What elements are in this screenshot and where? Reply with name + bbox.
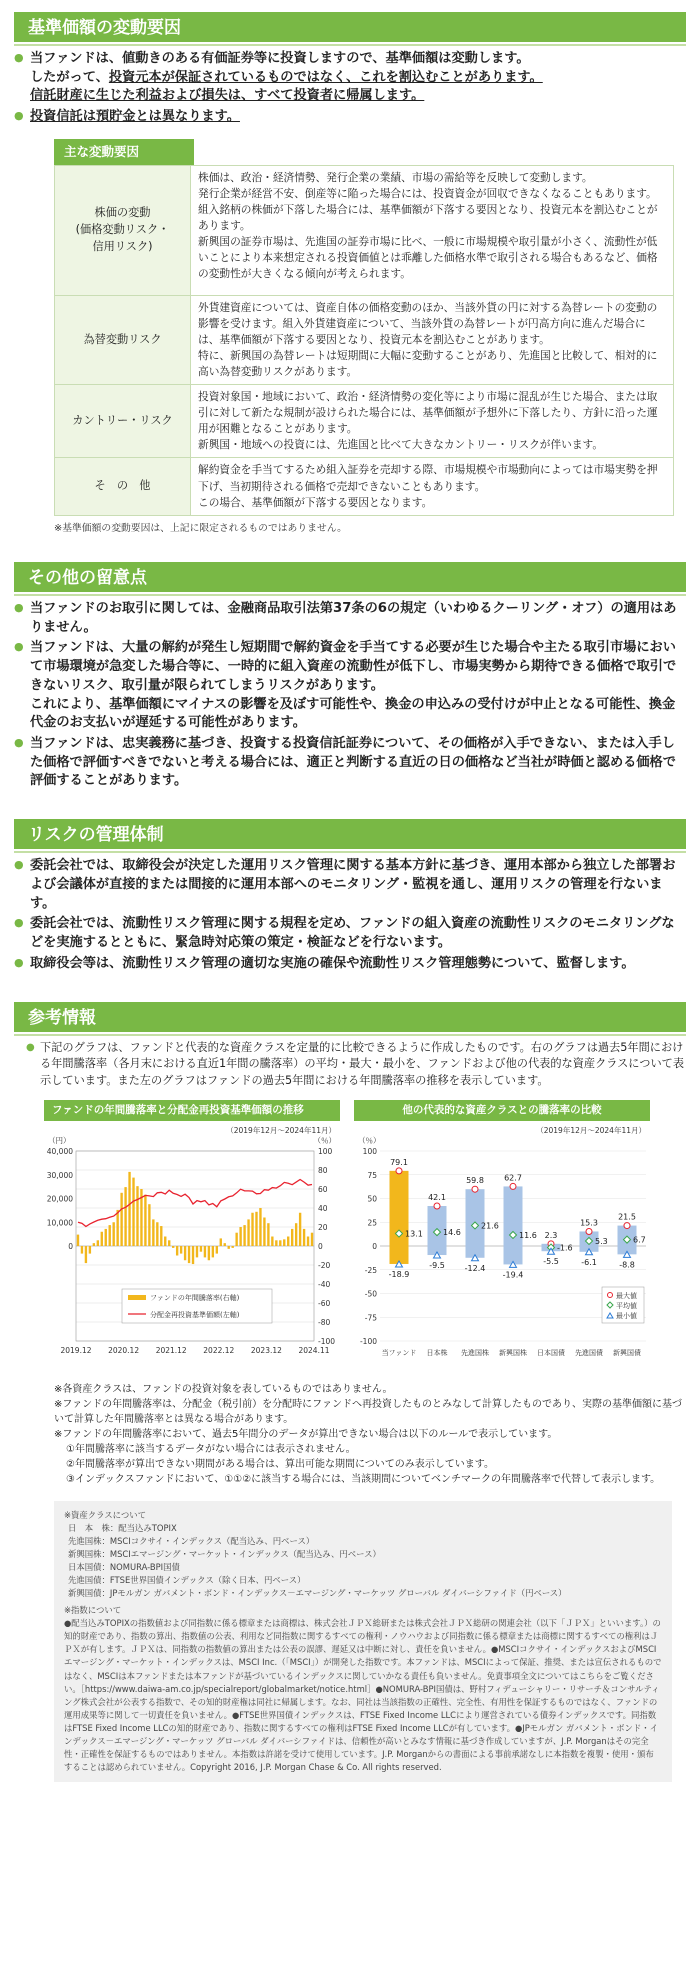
table-row xyxy=(55,166,674,296)
return-bar xyxy=(188,1246,190,1263)
return-bar xyxy=(311,1233,313,1246)
x-category: 新興国債 xyxy=(613,1349,641,1358)
y-right-tick: -80 xyxy=(318,1318,331,1328)
risk-factor-table xyxy=(54,139,674,516)
min-label: -9.5 xyxy=(429,1261,445,1271)
y-tick: 0 xyxy=(372,1242,377,1252)
row-text: 投資対象国・地域において、政治・経済情勢の変化等により市場に混乱が生じた場合、または取引に対して新たな規制が設けられた場合には、基準価額が予想外に下落したり、方針に沿った運用が困難となることがあります。 新興国・地域への投資には、先進国と比べて大きなカントリー・リスクが伴います。 xyxy=(191,385,674,458)
return-bar xyxy=(89,1246,91,1254)
x-tick: 2024.11 xyxy=(298,1346,330,1356)
y-tick: 75 xyxy=(367,1170,377,1180)
legend-label: 最小値 xyxy=(616,1312,637,1321)
row-label: そ の 他 xyxy=(55,458,191,515)
return-bar xyxy=(184,1246,186,1260)
return-bar xyxy=(283,1240,285,1247)
return-bar xyxy=(112,1222,114,1246)
legend-swatch-bar xyxy=(128,1295,146,1300)
x-category: 日本株 xyxy=(426,1349,448,1358)
legend-label: 最大値 xyxy=(616,1292,637,1301)
return-bar xyxy=(204,1246,206,1257)
y-left-tick: 0 xyxy=(68,1242,73,1252)
section-title-other-notes: その他の留意点 xyxy=(14,562,686,592)
return-bar xyxy=(120,1193,122,1246)
avg-label: 14.6 xyxy=(443,1228,461,1238)
return-bar xyxy=(251,1213,253,1246)
return-bar xyxy=(239,1227,241,1246)
return-bar xyxy=(152,1220,154,1247)
asset-compare-chart-svg xyxy=(354,1121,650,1371)
y-right-tick: -60 xyxy=(318,1299,331,1309)
bullet-not-deposit: ● 投資信託は預貯金とは異なります。 xyxy=(14,108,686,127)
min-label: -5.5 xyxy=(543,1257,559,1267)
y-left-tick: 10,000 xyxy=(46,1218,73,1228)
chart-period: （2019年12月～2024年11月） xyxy=(226,1126,336,1136)
y-right-tick: -40 xyxy=(318,1280,331,1290)
bullet-liquidity: ● 当ファンドは、大量の解約が発生し短期間で解約資金を手当てする必要が生じた場合や主たる取引市場において市場環境が急変した場合等に、一時的に組入資産の流動性が低下し、市場実勢から期待できる価格で取引できないリスク、取引量が限られてしまうリスクがあります。 これにより、基準価額にマイナスの影響を及ぼす可能性や、換金の申込みの受付けが中止となる可能性、換金代金のお支払いが遅延する可能性があります。 xyxy=(14,639,686,733)
return-bar xyxy=(255,1212,257,1246)
return-bar xyxy=(208,1246,210,1260)
x-category: 当ファンド xyxy=(381,1349,417,1358)
return-bar xyxy=(287,1237,289,1247)
max-label: 42.1 xyxy=(428,1193,446,1203)
return-bar xyxy=(263,1218,265,1247)
range-bar xyxy=(390,1171,409,1264)
x-category: 先進国債 xyxy=(575,1349,603,1358)
return-bar xyxy=(81,1246,83,1254)
return-bar xyxy=(247,1220,249,1247)
row-label: 株価の変動 (価格変動リスク・ 信用リスク) xyxy=(55,166,191,296)
avg-label: 6.7 xyxy=(633,1235,646,1245)
return-bar xyxy=(132,1178,134,1246)
return-bar xyxy=(160,1226,162,1246)
y-left-unit: （円） xyxy=(48,1136,71,1146)
return-bar xyxy=(144,1195,146,1246)
max-label: 62.7 xyxy=(504,1173,522,1183)
return-bar xyxy=(279,1240,281,1246)
table-row xyxy=(55,296,674,385)
return-bar xyxy=(101,1232,103,1246)
return-bar xyxy=(243,1225,245,1246)
row-text: 解約資金を手当てするため組入証券を売却する際、市場規模や市場動向によっては市場実勢を押下げ、当初期待される価格で売却できないこともあります。 この場合、基準価額が下落する要因となります。 xyxy=(191,458,674,515)
y-right-tick: 40 xyxy=(318,1204,328,1214)
return-bar xyxy=(200,1246,202,1252)
y-right-tick: 20 xyxy=(318,1223,328,1233)
min-label: -6.1 xyxy=(581,1257,597,1267)
max-marker xyxy=(472,1186,478,1192)
x-category: 日本国債 xyxy=(537,1349,565,1358)
return-bar xyxy=(124,1187,126,1246)
y-left-tick: 40,000 xyxy=(46,1147,73,1157)
max-label: 59.8 xyxy=(466,1176,484,1186)
chart-period: （2019年12月～2024年11月） xyxy=(536,1126,646,1136)
return-bar xyxy=(105,1229,107,1246)
return-bar xyxy=(216,1246,218,1254)
x-tick: 2022.12 xyxy=(203,1346,235,1356)
return-bar xyxy=(299,1213,301,1246)
reference-intro: ● 下記のグラフは、ファンドと代表的な資産クラスを定量的に比較できるように作成したものです。右のグラフは過去5年間における年間騰落率（各月末における直近1年間の騰落率）の平均・最大・最小を、ファンドおよび他の代表的な資産クラスについて表示しています。また左のグラフはファンドの過去5年間における年間騰落率の推移を表示しています。 xyxy=(26,1040,685,1088)
section-title-reference: 参考情報 xyxy=(14,1002,686,1032)
avg-label: 11.6 xyxy=(519,1231,537,1241)
return-bar xyxy=(128,1172,130,1246)
return-bar xyxy=(77,1235,79,1246)
avg-label: 13.1 xyxy=(405,1229,423,1239)
return-bar xyxy=(228,1246,230,1249)
max-label: 15.3 xyxy=(580,1218,598,1228)
x-category: 先進国株 xyxy=(461,1349,489,1358)
x-category: 新興国株 xyxy=(499,1349,527,1358)
legend-label: 分配金再投資基準価額(左軸) xyxy=(150,1311,240,1320)
row-label: カントリー・リスク xyxy=(55,385,191,458)
return-bar xyxy=(295,1223,297,1246)
return-bar xyxy=(168,1240,170,1246)
y-tick: 100 xyxy=(362,1147,377,1157)
y-tick: 25 xyxy=(367,1218,377,1228)
table-header: 主な変動要因 xyxy=(54,139,194,165)
section-title-nav-factors: 基準価額の変動要因 xyxy=(14,12,686,42)
bullet-fair-value: ● 当ファンドは、忠実義務に基づき、投資する投資信託証券について、その価格が入手できない、または入手した価格で評価すべきでないと考える場合には、適正と判断する直近の日の価格など当社が時価と認める価格で評価することがあります。 xyxy=(14,735,686,791)
max-marker xyxy=(510,1184,516,1190)
return-bar xyxy=(192,1246,194,1264)
return-bar xyxy=(136,1186,138,1246)
return-bar xyxy=(291,1229,293,1246)
row-label: 為替変動リスク xyxy=(55,296,191,385)
y-unit: （％） xyxy=(358,1136,381,1146)
y-left-tick: 30,000 xyxy=(46,1170,73,1180)
max-marker xyxy=(434,1203,440,1209)
return-bar xyxy=(93,1243,95,1246)
y-right-unit: （％） xyxy=(313,1136,336,1146)
y-right-tick: 100 xyxy=(318,1147,333,1157)
max-label: 2.3 xyxy=(544,1231,558,1241)
row-text: 外貨建資産については、資産自体の価格変動のほか、当該外貨の円に対する為替レートの変動の影響を受けます。組入外貨建資産について、当該外貨の為替レートが円高方向に進んだ場合には、基準価額が下落する要因となり、投資元本を割込むことがあります。 特に、新興国の為替レートは短期間に大幅に変動することがあり、先進国と比較して、相対的に高い為替変動リスクがあります。 xyxy=(191,296,674,385)
charts-row xyxy=(44,1100,686,1376)
max-marker xyxy=(396,1168,402,1174)
min-label: -18.9 xyxy=(388,1270,410,1280)
y-tick: -75 xyxy=(364,1313,377,1323)
return-bar xyxy=(224,1243,226,1246)
bullet-risk-policy: ● 委託会社では、取締役会が決定した運用リスク管理に関する基本方針に基づき、運用本部から独立した部署および会議体が直接的または間接的に運用本部へのモニタリング・監視を通し、運用リスクの管理を行ないます。 xyxy=(14,857,686,913)
min-label: -12.4 xyxy=(464,1263,486,1273)
return-bar xyxy=(267,1223,269,1246)
nav-line xyxy=(78,1180,312,1227)
bullet-nav-fluctuation: ● 当ファンドは、値動きのある有価証券等に投資しますので、基準価額は変動します。 したがって、投資元本が保証されているものではなく、これを割込むことがあります。 信託財産に生じた利益および損失は、すべて投資者に帰属します。 xyxy=(14,50,686,106)
avg-label: 5.3 xyxy=(595,1237,608,1247)
y-tick: -25 xyxy=(364,1265,377,1275)
min-label: -19.4 xyxy=(502,1270,524,1280)
y-right-tick: -20 xyxy=(318,1261,331,1271)
return-bar xyxy=(196,1246,198,1257)
row-text: 株価は、政治・経済情勢、発行企業の業績、市場の需給等を反映して変動します。 発行企業が経営不安、倒産等に陥った場合には、投資資金が回収できなくなることもあります。組入銘柄の株価が下落した場合には、基準価額が下落する要因となり、投資元本を割込むことがあります。 新興国の証券市場は、先進国の証券市場に比べ、一般に市場規模や取引量が小さく、流動性が低いことにより本来想定される投資価値とは乖離した価格水準で取引される場合もあるなど、価格の変動性が大きくなる傾向が考えられます。 xyxy=(191,166,674,296)
max-label: 21.5 xyxy=(618,1212,636,1222)
return-bar xyxy=(97,1240,99,1246)
y-tick: -50 xyxy=(364,1289,377,1299)
return-bar xyxy=(303,1229,305,1246)
return-bar xyxy=(148,1204,150,1246)
min-label: -8.8 xyxy=(619,1260,635,1270)
return-bar xyxy=(164,1237,166,1247)
max-marker xyxy=(586,1229,592,1235)
legend-label: ファンドの年間騰落率(右軸) xyxy=(150,1294,240,1303)
bullet-liquidity-rules: ● 委託会社では、流動性リスク管理に関する規程を定め、ファンドの組入資産の流動性リスクのモニタリングなどを実施するとともに、緊急時対応策の策定・検証などを行ないます。 xyxy=(14,915,686,952)
legend-label: 平均値 xyxy=(616,1302,637,1311)
max-marker xyxy=(624,1223,630,1229)
return-bar xyxy=(275,1240,277,1246)
return-bar xyxy=(116,1210,118,1246)
table-row xyxy=(55,458,674,515)
return-bar xyxy=(220,1239,222,1247)
footnotes: ※各資産クラスは、ファンドの投資対象を表しているものではありません。 ※ファンドの年間騰落率は、分配金（税引前）を分配時にファンドへ再投資したものとみなして計算したものであり、実際の基準価額に基づいて計算した年間騰落率とは異なる場合があります。 ※ファンドの年間騰落率において、過去5年間分のデータが算出できない場合は以下のルールで表示しています。 ①年間騰落率に該当するデータがない場合には表示されません。 ②年間騰落率が算出できない期間がある場合は、算出可能な期間についてのみ表示しています。 ③インデックスファンドにおいて、①①②に該当する場合には、当該期間についてベンチマークの年間騰落率で代替して表示します。 xyxy=(54,1384,682,1486)
return-bar xyxy=(85,1246,87,1263)
table-row xyxy=(55,385,674,458)
return-bar xyxy=(271,1237,273,1247)
x-tick: 2019.12 xyxy=(60,1346,92,1356)
return-bar xyxy=(176,1246,178,1256)
return-bar xyxy=(235,1233,237,1246)
chart-title: ファンドの年間騰落率と分配金再投資基準価額の推移 xyxy=(44,1100,340,1121)
return-bar xyxy=(156,1222,158,1246)
y-right-tick: -100 xyxy=(318,1337,336,1347)
chart-title: 他の代表的な資産クラスとの騰落率の比較 xyxy=(354,1100,650,1121)
return-bar xyxy=(231,1246,233,1248)
return-bar xyxy=(307,1237,309,1247)
bullet-cooling-off: ● 当ファンドのお取引に関しては、金融商品取引法第37条の6の規定（いわゆるクーリング・オフ）の適用はありません。 xyxy=(14,600,686,637)
y-tick: 50 xyxy=(367,1194,377,1204)
fund-return-chart-svg xyxy=(44,1121,340,1371)
return-bar xyxy=(259,1208,261,1246)
return-bar xyxy=(180,1246,182,1254)
x-tick: 2023.12 xyxy=(250,1346,282,1356)
y-right-tick: 0 xyxy=(318,1242,323,1252)
y-tick: -100 xyxy=(359,1337,377,1347)
y-right-tick: 60 xyxy=(318,1185,328,1195)
return-bar xyxy=(212,1246,214,1257)
fund-return-chart xyxy=(44,1100,340,1376)
x-tick: 2020.12 xyxy=(108,1346,140,1356)
table-note: ※基準価額の変動要因は、上記に限定されるものではありません。 xyxy=(54,522,347,534)
range-bar xyxy=(504,1187,523,1265)
legend-max-marker xyxy=(608,1293,613,1298)
bullet-board-oversight: ● 取締役会等は、流動性リスク管理の適切な実施の確保や流動性リスク管理態勢について、監督します。 xyxy=(14,955,686,974)
index-disclaimer-box: ※資産クラスについて 日 本 株：配当込みTOPIX 先進国株：MSCIコクサイ・インデックス（配当込み、円ベース） 新興国株：MSCIエマージング・マーケット・インデックス（配当込み、円ベース） 日本国債：NOMURA-BPI国債 先進国債：FTSE世界国債インデックス（除く日本、円ベース） 新興国債：JPモルガン ガバメント・ボンド・インデックス－エマージング・マーケッツ グローバル ダイバーシファイド（円ベース） ※指数について ●配当込みTOPIXの指数値および同指数に係る標章または商標は、株式会社ＪＰＸ総研または株式会社ＪＰＸ総研の関連会社（以下「ＪＰＸ」といいます。）の知的財産であり、指数の算出、指数値の公表、利用など同指数に関するすべての権利・ノウハウおよび同指数に係る標章または商標に関するすべての権利はＪＰＸが有します。ＪＰＸは、同指数の指数値の算出または公表の誤謬、遅延又は中断に対し、責任を負いません。●MSCIコクサイ・インデックスおよびMSCIエマージング・マーケット・インデックスは、MSCI Inc.（「MSCI」）が開発した指数です。本ファンドは、MSCIによって保証、推奨、または宣伝されるものではなく、MSCIは本ファンドまたは本ファンドが基づいているインデックスに関していかなる責任も負いません。免責事項全文についてはこちらをご覧ください。［https://www.daiwa-am.co.jp/specialreport/globalmarket/notice.html］●NOMURA-BPI国債は、野村フィデューシャリー・リサーチ＆コンサルティング株式会社が公表する指数で、その知的財産権は同社に帰属します。なお、同社は当該指数の正確性、完全性、有用性を保証するものではなく、ファンドの運用成果等に関して一切責任を負いません。●FTSE世界国債インデックスは、FTSE Fixed Income LLCにより運営されている債券インデックスです。同指数はFTSE Fixed Income LLCの知的財産であり、指数に関するすべての権利はFTSE Fixed Income LLCが有しています。●JPモルガン ガバメント・ボンド・インデックス－エマージング・マーケッツ グローバル ダイバーシファイドは、信頼性が高いとみなす情報に基づき作成していますが、J.P. Morganはその完全性・正確性を保証するものではありません。本指数は許諾を受けて使用しています。J.P. Morganからの書面による事前承諾なしに本指数を複製・使用・頒布することは認められていません。Copyright 2016, J.P. Morgan Chase & Co. All rights reserved. xyxy=(54,1501,672,1781)
return-bar xyxy=(109,1225,111,1246)
max-label: 79.1 xyxy=(390,1158,408,1168)
avg-label: -1.6 xyxy=(557,1243,573,1253)
y-right-tick: 80 xyxy=(318,1166,328,1176)
avg-label: 21.6 xyxy=(481,1221,499,1231)
asset-compare-chart xyxy=(354,1100,650,1376)
return-bar xyxy=(172,1246,174,1248)
x-tick: 2021.12 xyxy=(155,1346,187,1356)
y-left-tick: 20,000 xyxy=(46,1194,73,1204)
section-title-risk-management: リスクの管理体制 xyxy=(14,819,686,849)
